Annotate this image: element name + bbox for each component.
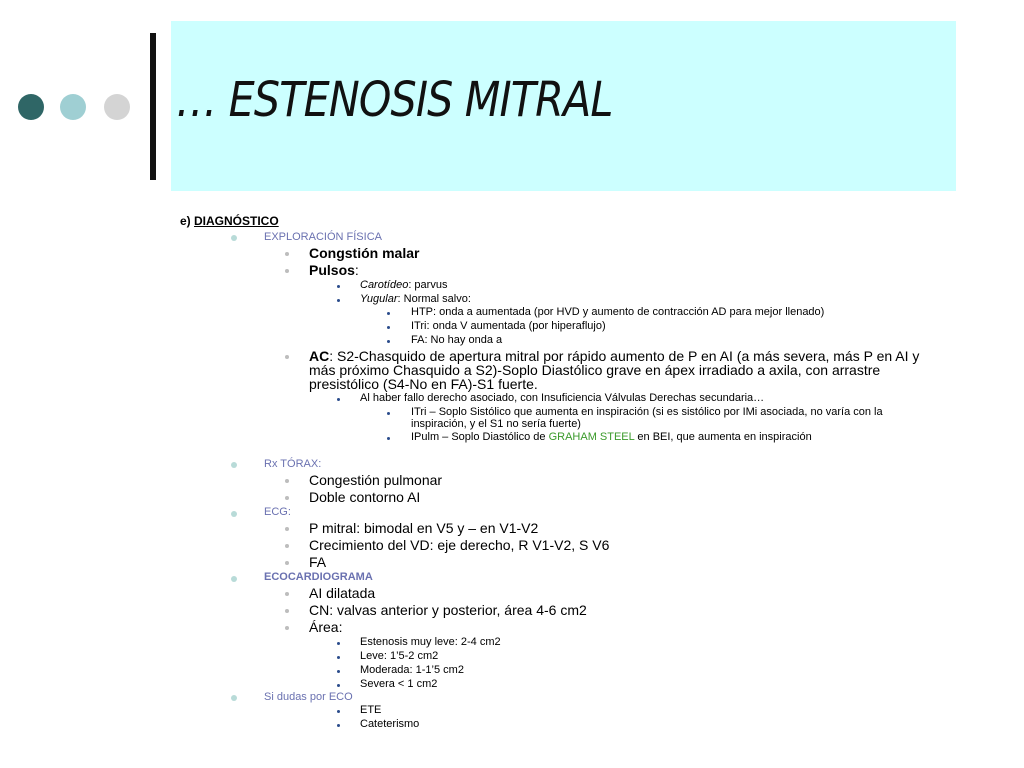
- estenosis-leve: Leve: 1’5-2 cm2: [360, 650, 439, 662]
- ipulm-line: IPulm – Soplo Diastólico de GRAHAM STEEL en BEI, que aumenta en inspiración: [411, 431, 812, 443]
- bullet-l2: [285, 496, 289, 500]
- bullet-l1: [231, 462, 237, 468]
- bullet-l4: [387, 437, 390, 440]
- ac-line-2: más próximo Chasquido a S2)-Soplo Diastólico grave en ápex irradiado a axila, con arrastre: [309, 362, 881, 378]
- estenosis-muy-leve: Estenosis muy leve: 2-4 cm2: [360, 636, 501, 648]
- pulsos-line: Pulsos:: [309, 262, 359, 278]
- bullet-l3: [337, 670, 340, 673]
- bullet-l3: [337, 724, 340, 727]
- ac-line-3: presistólico (S4-No en FA)-S1 fuerte.: [309, 376, 538, 392]
- fa-no-onda-line: FA: No hay onda a: [411, 334, 503, 346]
- bullet-l2: [285, 252, 289, 256]
- slide-title: … ESTENOSIS MITRAL: [176, 72, 613, 128]
- htp-line: HTP: onda a aumentada (por HVD y aumento de contracción AD para mejor llenado): [411, 306, 825, 318]
- cateterismo-item: Cateterismo: [360, 718, 420, 730]
- ac-line-1: AC: S2-Chasquido de apertura mitral por rápido aumento de P en AI (a más severa, más P en AI y: [309, 348, 920, 364]
- itri-soplo-line-2: inspiración, y el S1 no sería fuerte): [411, 418, 581, 430]
- bullet-l1: [231, 695, 237, 701]
- bullet-l3: [337, 642, 340, 645]
- bullet-l3: [337, 285, 340, 288]
- bullet-l1: [231, 511, 237, 517]
- bullet-l2: [285, 626, 289, 630]
- carotideo-line: Carotídeo: parvus: [360, 279, 448, 291]
- section-heading: e) DIAGNÓSTICO: [180, 214, 279, 228]
- itri-onda-line: ITri: onda V aumentada (por hiperaflujo): [411, 320, 606, 332]
- bullet-l4: [387, 340, 390, 343]
- bullet-l4: [387, 312, 390, 315]
- section-title: DIAGNÓSTICO: [194, 214, 279, 228]
- p-mitral: P mitral: bimodal en V5 y – en V1-V2: [309, 520, 539, 536]
- bullet-l4: [387, 326, 390, 329]
- congestion-malar: Congstión malar: [309, 245, 420, 261]
- bullet-l3: [337, 299, 340, 302]
- ai-dilatada: AI dilatada: [309, 585, 376, 601]
- ecg-label: ECG:: [264, 506, 291, 518]
- bullet-l2: [285, 527, 289, 531]
- doble-contorno: Doble contorno AI: [309, 489, 421, 505]
- estenosis-severa: Severa < 1 cm2: [360, 678, 438, 690]
- bullet-l3: [337, 684, 340, 687]
- si-dudas-label: Si dudas por ECO: [264, 691, 353, 703]
- congestion-pulmonar: Congestión pulmonar: [309, 472, 443, 488]
- crecimiento-vd: Crecimiento del VD: eje derecho, R V1-V2, S V6: [309, 537, 610, 553]
- itri-soplo-line-1: ITri – Soplo Sistólico que aumenta en inspiración (si es sistólico por IMi asociada, no varía con la: [411, 406, 883, 418]
- bullet-l2: [285, 544, 289, 548]
- bullet-l3: [337, 656, 340, 659]
- bullet-l2: [285, 355, 289, 359]
- bullet-l2: [285, 479, 289, 483]
- bullet-l2: [285, 561, 289, 565]
- bullet-l3: [337, 398, 340, 401]
- bullet-l2: [285, 609, 289, 613]
- estenosis-moderada: Moderada: 1-1’5 cm2: [360, 664, 464, 676]
- bullet-l2: [285, 269, 289, 273]
- ete-item: ETE: [360, 704, 382, 716]
- yugular-line: Yugular: Normal salvo:: [360, 293, 471, 305]
- fallo-derecho-line: Al haber fallo derecho asociado, con Insuficiencia Válvulas Derechas secundaria…: [360, 392, 765, 404]
- bullet-l3: [337, 710, 340, 713]
- area-label: Área:: [309, 619, 343, 635]
- rx-torax-label: Rx TÓRAX:: [264, 458, 322, 470]
- fa-item: FA: [309, 554, 327, 570]
- exploracion-label: EXPLORACIÓN FÍSICA: [264, 231, 382, 243]
- bullet-l2: [285, 592, 289, 596]
- bullet-l1: [231, 576, 237, 582]
- cn-valvas: CN: valvas anterior y posterior, área 4-6 cm2: [309, 602, 587, 618]
- bullet-l4: [387, 412, 390, 415]
- graham-steel-highlight: GRAHAM STEEL: [548, 431, 635, 443]
- bullet-l1: [231, 235, 237, 241]
- ecocardiograma-label: ECOCARDIOGRAMA: [264, 571, 373, 583]
